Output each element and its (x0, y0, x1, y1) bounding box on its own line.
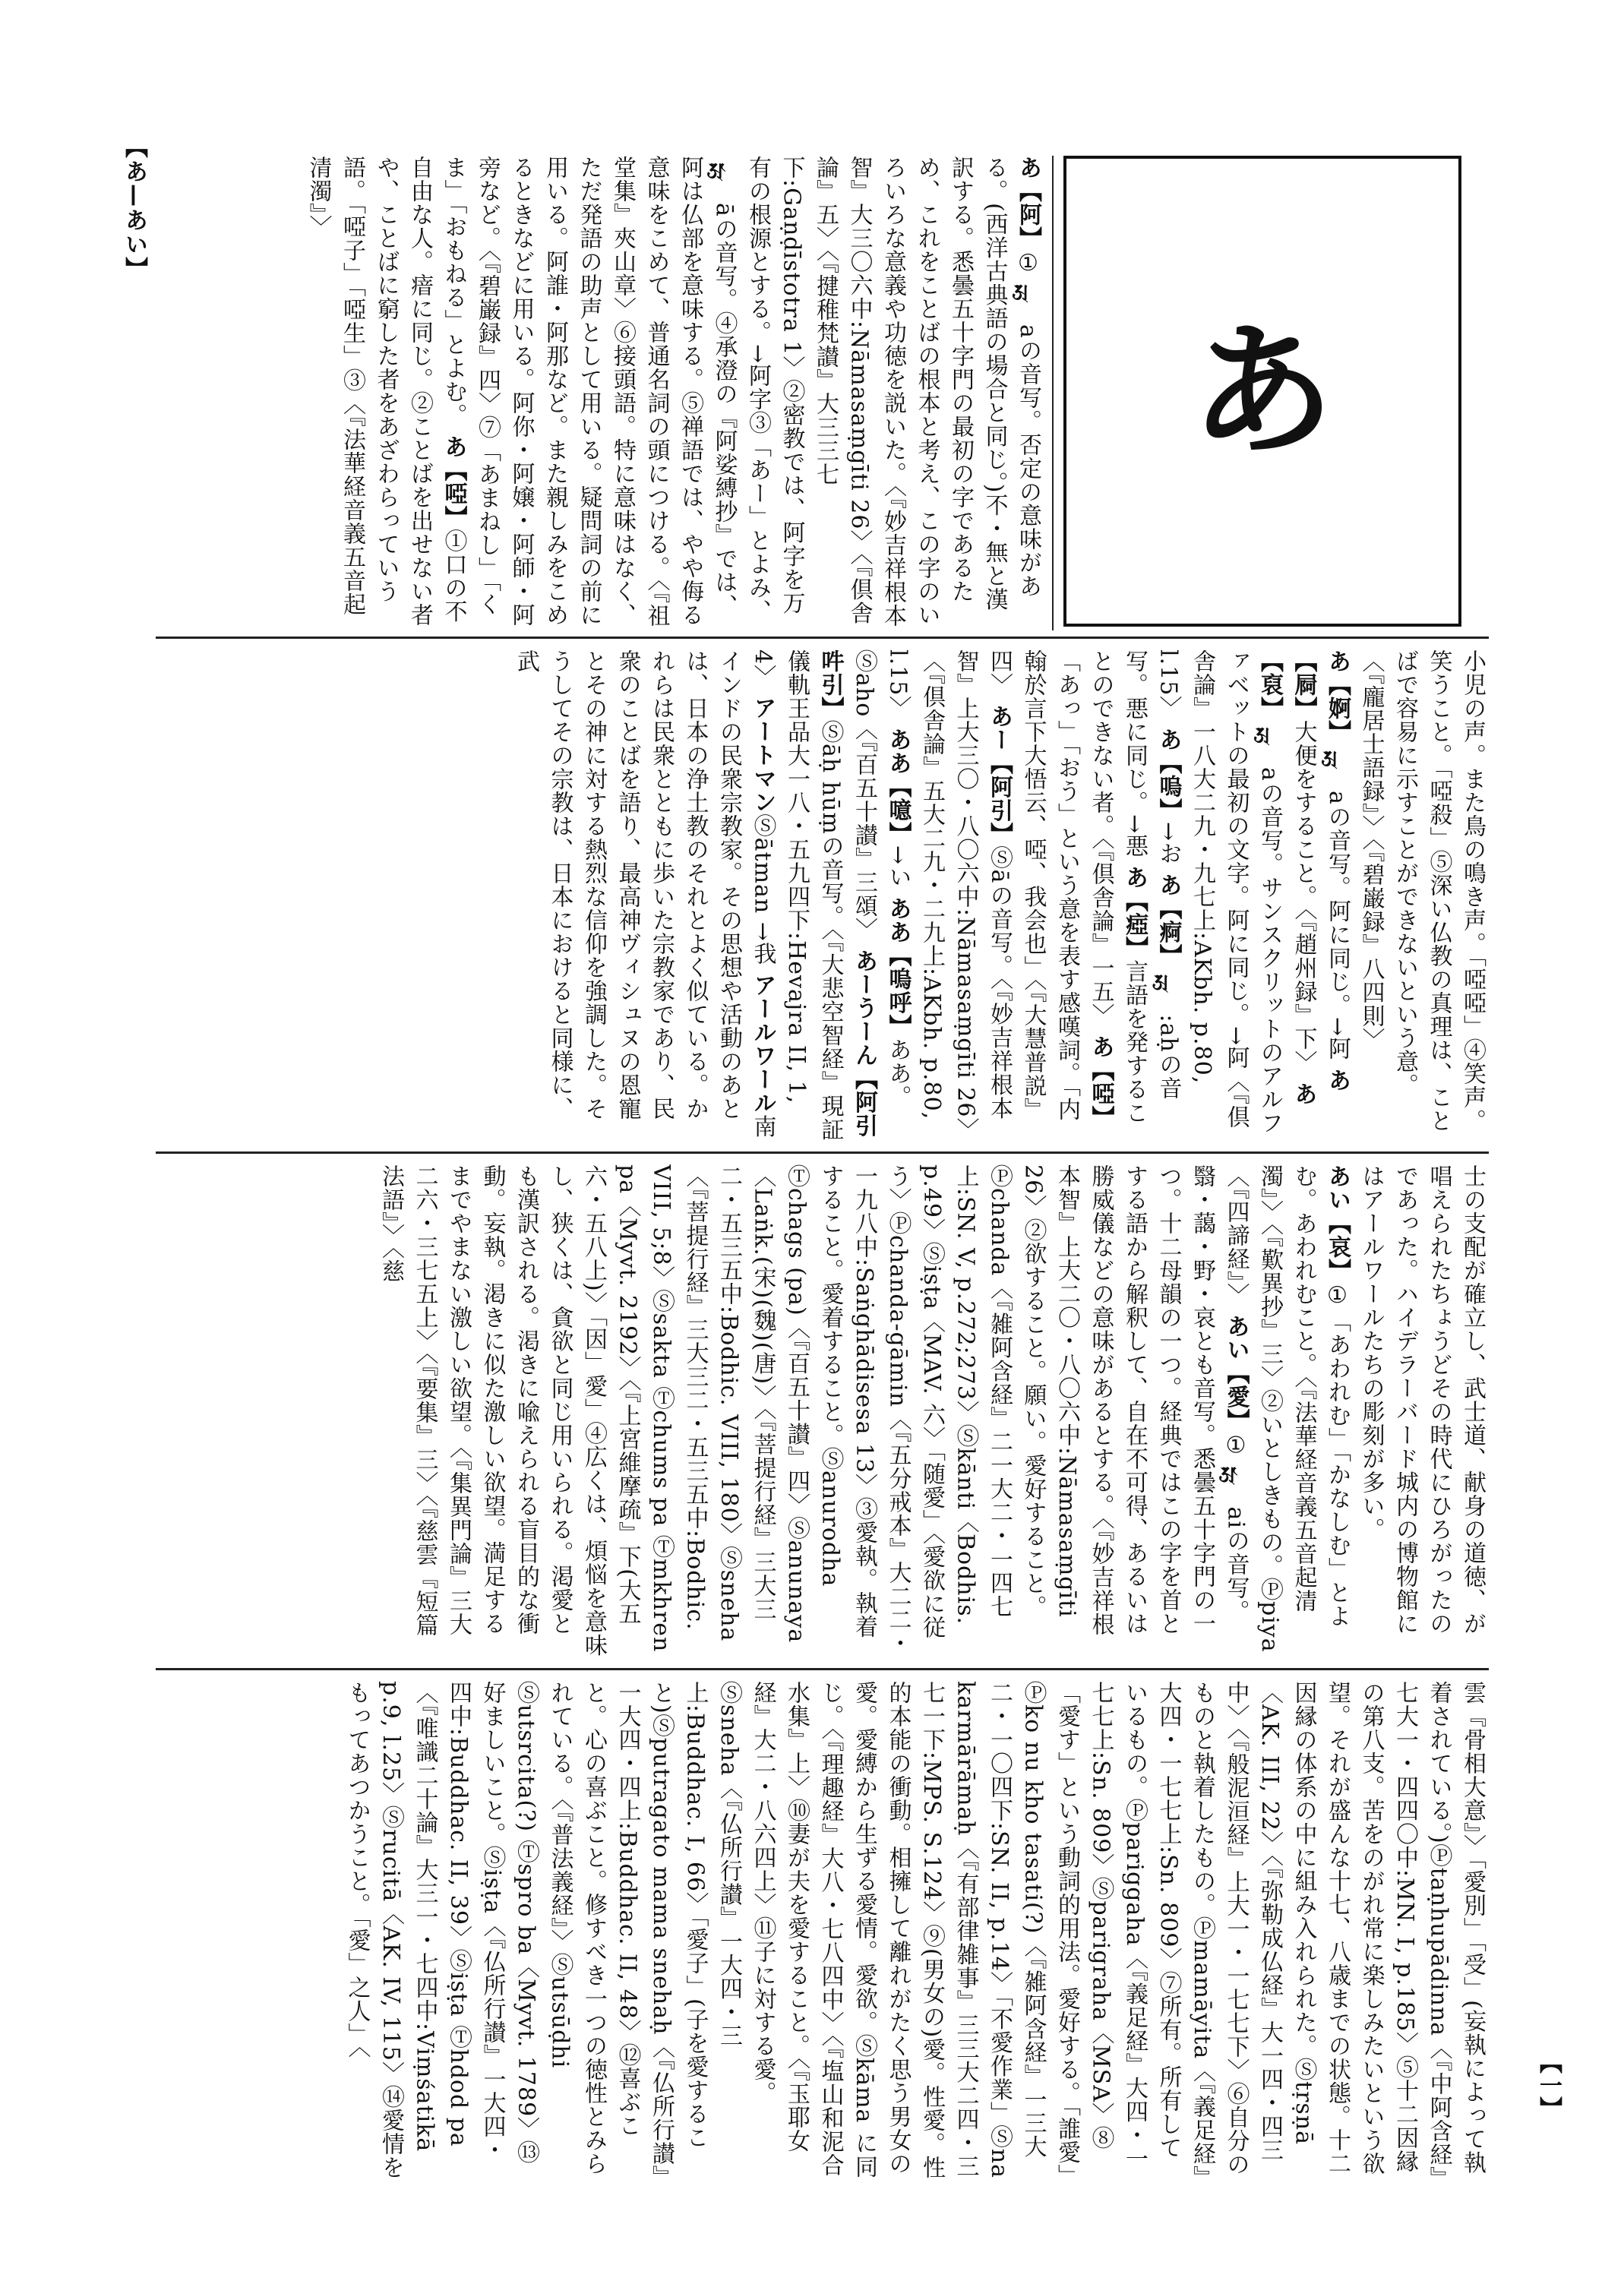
entry (344, 1681, 1487, 2179)
entry (1358, 1164, 1487, 1635)
headword: あーうーん【阿引吽引】 (817, 649, 877, 1138)
tier-1 (156, 156, 1044, 630)
headword: あ【阿】 (1015, 156, 1041, 250)
entry (1324, 649, 1351, 1060)
entry-text: 士の支配が確立し、武士道、献身の道徳、が唱えられたちょうどその時代にひろがったのであった。ハイデラーバード城内の博物館にはアールワールたちの彫刻が多い。 (1357, 1164, 1486, 1635)
tier1-side-rule (1052, 156, 1054, 630)
headword: あ【瘂】 (1121, 865, 1148, 960)
entry-text: 言語を発することのできない者。〈『倶舎論』一五〉 (1087, 649, 1148, 1125)
entry (513, 649, 776, 1138)
headword: アールワール (749, 973, 776, 1115)
headword: アートマン (749, 696, 776, 814)
tier-rule-1 (156, 637, 1489, 639)
headword: ああ【噫】 (884, 727, 912, 845)
entry-text: →い (884, 845, 912, 889)
tier-rule-2 (156, 1151, 1489, 1154)
running-head: 【あ—あい】 (121, 135, 147, 281)
entry-text: ああ。Ⓢaho〈『百五十讃』三頌〉 (851, 649, 912, 1109)
headword: あい【哀】 (1324, 1164, 1351, 1282)
entry-text: 雲『骨相大意』〉「愛別」「受」(妄執によって執着されている。)Ⓟtaṇhupādinna〈『中阿含経』七大一・四四〇中:MN. I, p.185〉⑤十二因縁の第八支。苦をのがれ常に楽しみたいという欲望。それが盛んな十七、八歳までの状態。十二因縁の体系の中に組み入れられた。Ⓢtṛṣṇā〈AK. III, 22〉〈『弥勒成仏経』大一四・四三中〉〈『般泥洹経』上大一・一七七下〉⑥自分のものと執着したもの。Ⓟmamāyita〈『義足経』大四・一七七上:Sn. 809〉⑦所有。所有しているもの。Ⓟpariggaha〈『義足経』大四・一七七上:Sn. 809〉Ⓢparigraha〈MSA〉⑧「愛す」という動詞的用法。愛好する。「誰愛」Ⓟko nu kho tasati(?)〈『雑阿含経』一三大二・一〇四下:SN. II, p.14〉「不愛作業」Ⓢna karmārāmaḥ〈『有部律雑事』三三大二四・三七一下:MPS. S.124〉⑨(男女の)愛。性愛。性的本能の衝動。相擁して離れがたく思う男女の愛。愛縛から生ずる愛情。愛欲。Ⓢkāma に同じ。〈『理趣経』大八・七八四中〉〈『塩山和泥合水集』上〉⑩妻が夫を愛すること。〈『玉耶女経』大二・八六四上〉⑪子に対する愛。Ⓢsneha〈『仏所行讃』一大四・三上:Buddhac. I, 66〉「愛子」(子を愛すること)Ⓢputragato mama snehaḥ〈『仏所行讃』一大四・四上:Buddhac. II, 48〉⑫喜ぶこと。心の喜ぶこと。修すべき一つの徳性とみられている。〈『普法義経』〉Ⓢutsūḍhi Ⓢutsrcita(?) Ⓣspro ba〈Myvt. 1789〉⑬好ましいこと。Ⓢiṣṭa〈『仏所行讃』一大四・四中:Buddhac. II, 39〉Ⓢiṣṭa Ⓣhdod pa〈『唯識二十論』大三一・七四中:Viṃśatikā p.9, l.25〉Ⓢrucitā〈AK. IV, 115〉⑭愛情をもってあつかうこと。「愛」之人」〈 (343, 1681, 1486, 2180)
headword: あー【阿引】 (986, 704, 1013, 846)
entry-text: →お (1155, 821, 1182, 865)
headword: あ【痾】 (1155, 873, 1182, 968)
entry-text: ①「あわれむ」「かなしむ」とよむ。あわれむこと。〈『法華経音義五音起清濁』〉〈『歎異抄』三〉②いとしきもの。Ⓟpiya〈『四諦経』〉 (1222, 1164, 1351, 1653)
headword: あ【啞】 (440, 434, 467, 529)
entry-text: ①口の不自由な人。瘖に同じ。②ことばを出せない者や、ことばに窮した者をあざわらっていう語。「啞子」「啞生」③〈『法華経音義五音起清濁』〉 (305, 156, 467, 627)
entry-text: 𑖀aの音写。サンスクリットのアルファベットの最初の文字。阿に同じ。→阿〈『倶舎論』一八大二九・九七上:AKbh. p.80, l.15〉 (1155, 649, 1283, 1135)
page-number: 【一】 (1535, 2051, 1562, 2119)
entry-text: Ⓢāḥ hūṃの音写。〈『大悲空智経』現証儀軌王品大一八・五九四下:Hevajra II, 1, 4〉 (749, 649, 844, 1142)
entry-text: 南インドの民衆宗教家。その思想や活動のあとは、日本の浄土教のそれとよく似ている。かれらは民衆とともに歩いた宗教家であり、民衆のことばを語り、最高神ヴィシュヌの恩寵とその神に対する熱烈な信仰を強調した。そうしてその宗教は、日本におけると同様に、武 (513, 649, 776, 1139)
tier-3 (156, 1164, 1489, 1658)
entry-text: ①𑖀aの音写。否定の意味がある。(西洋古典語の場合と同じ。)不・無と漢訳する。悉曇五十字門の最初の字であるため、これをことばの根本と考え、この字のいろいろな意義や功徳を説いた。〈『妙吉祥根本智』大三〇六中:Nāmasaṃgīti 26〉〈『倶舎論』五〉〈『揵稚梵讃』大三三七下:Gaṇḍīstotra 1〉②密教では、阿字を万有の根源とする。→阿字③「あー」とよみ、𑖁āの音写。④承澄の『阿娑縛抄』では、阿は仏部を意味する。⑤禅語では、やや侮る意味をこめて、普通名詞の頭につける。〈『祖堂集』夾山章〉⑥接頭語。特に意味はなく、ただ発語の助声として用いる。疑問詞の前に用いる。阿誰・阿那など。また親しみをこめるときなどに用いる。阿你・阿嬢・阿師・阿旁など。〈『碧巌録』四〉⑦「あまねし」「くま」「おもねる」とよむ。 (440, 156, 1041, 627)
entry-text: ①𑖁aiの音写。翳・藹・野・哀とも音写。悉曇五十字門の一つ。十二母韻の一つ。経典ではこの字を首とする語から解釈して、自在不可得、あるいは勝威儀などの意味があるとする。〈『妙吉祥根本智』上大二〇・八〇六中:Nāmasaṃgīti 26〉②欲すること。願い。愛好すること。Ⓟchanda〈『雑阿含経』二一大二・一四七上:SN. V, p.272;273〉Ⓢkānti〈Bodhis. p.49〉Ⓢiṣṭa〈MAV. 六〉「随愛」〈愛欲に従う〉Ⓟchanda-gāmin〈『五分戒本』大二二・一九八中:Saṅghādisesa 13〉③愛執。執着すること。愛着すること。Ⓢanurodha Ⓣchags (pa)〈『百五十讃』四〉Ⓢanunaya〈Laṅk.(宋)(魏)(唐)〉〈『菩提行経』三大三二・五三五中:Bodhic. VIII, 180〉Ⓢsneha〈『菩提行経』三大三二・五三五中:Bodhic. VIII, 5;8〉Ⓢsakta Ⓣchums pa Ⓣmkhren pa〈Myvt. 2192〉〈『上宮維摩疏』下(大五六・五八上)〉「因」愛」④広くは、煩悩を意味し、狭くは、貪欲と同じ用いられる。渇愛とも漢訳される。渇きに喩えられる盲目的な衝動。妄執。渇きに似た激しい欲望。満足するまでやまない激しい欲望。〈『集異門論』三大二六・三七五上〉〈『要集』三〉〈『慈雲『短篇法語』〉〈慈 (378, 1164, 1250, 1657)
entry-text: 𑖀aの音写。阿に同じ。→阿 (1324, 744, 1351, 1061)
headword: あ【裒】 (1256, 649, 1317, 1106)
entry (1358, 649, 1487, 1133)
tier-4 (156, 1681, 1489, 2182)
entry (378, 1164, 1250, 1657)
entry-text: Ⓢāの音写。〈『妙吉祥根本智』上大三〇・八〇六中:Nāmasaṃgīti 26〉〈『倶舎論』五大二九・二九上:AKbh. p.80, l.15〉 (884, 649, 1013, 1142)
entry (750, 697, 776, 965)
entry-text: 𑖀:aḥの音写。悪に同じ。→悪 (1121, 649, 1182, 1100)
header-char-box (1063, 156, 1461, 627)
entry (441, 156, 1042, 627)
tier-rule-3 (156, 1668, 1489, 1670)
entry (1155, 728, 1182, 865)
headword: あ【嗚】 (1155, 727, 1182, 822)
entry-text: 大便をすること。〈『趙州録』下〉 (1290, 720, 1317, 1074)
headword: ああ【嗚呼】 (884, 896, 912, 1038)
headword: あ【啞】 (1087, 1035, 1114, 1129)
header-char: あ (1190, 306, 1335, 475)
headword: あ【婀】 (1324, 649, 1351, 744)
tier-2 (156, 649, 1489, 1143)
headword: あい【愛】 (1222, 1314, 1250, 1433)
entry-text: Ⓢātman →我 (749, 813, 776, 965)
entry-text: 小児の声。また鳥の鳴き声。「啞啞」④笑声。笑うこと。「啞殺」⑤深い仏教の真理は、ことばで容易に示すことができないという意。〈『龐居士語録』〉〈『碧巌録』八四則〉 (1357, 649, 1486, 1133)
entry (885, 728, 912, 889)
entry-text: 「あっ」「おう」という意を表す感嘆詞。「内翰於言下大悟云、啞、我会也」〈『大慧普説』四〉 (986, 649, 1080, 1121)
headword: あ【屙】 (1290, 649, 1351, 1092)
